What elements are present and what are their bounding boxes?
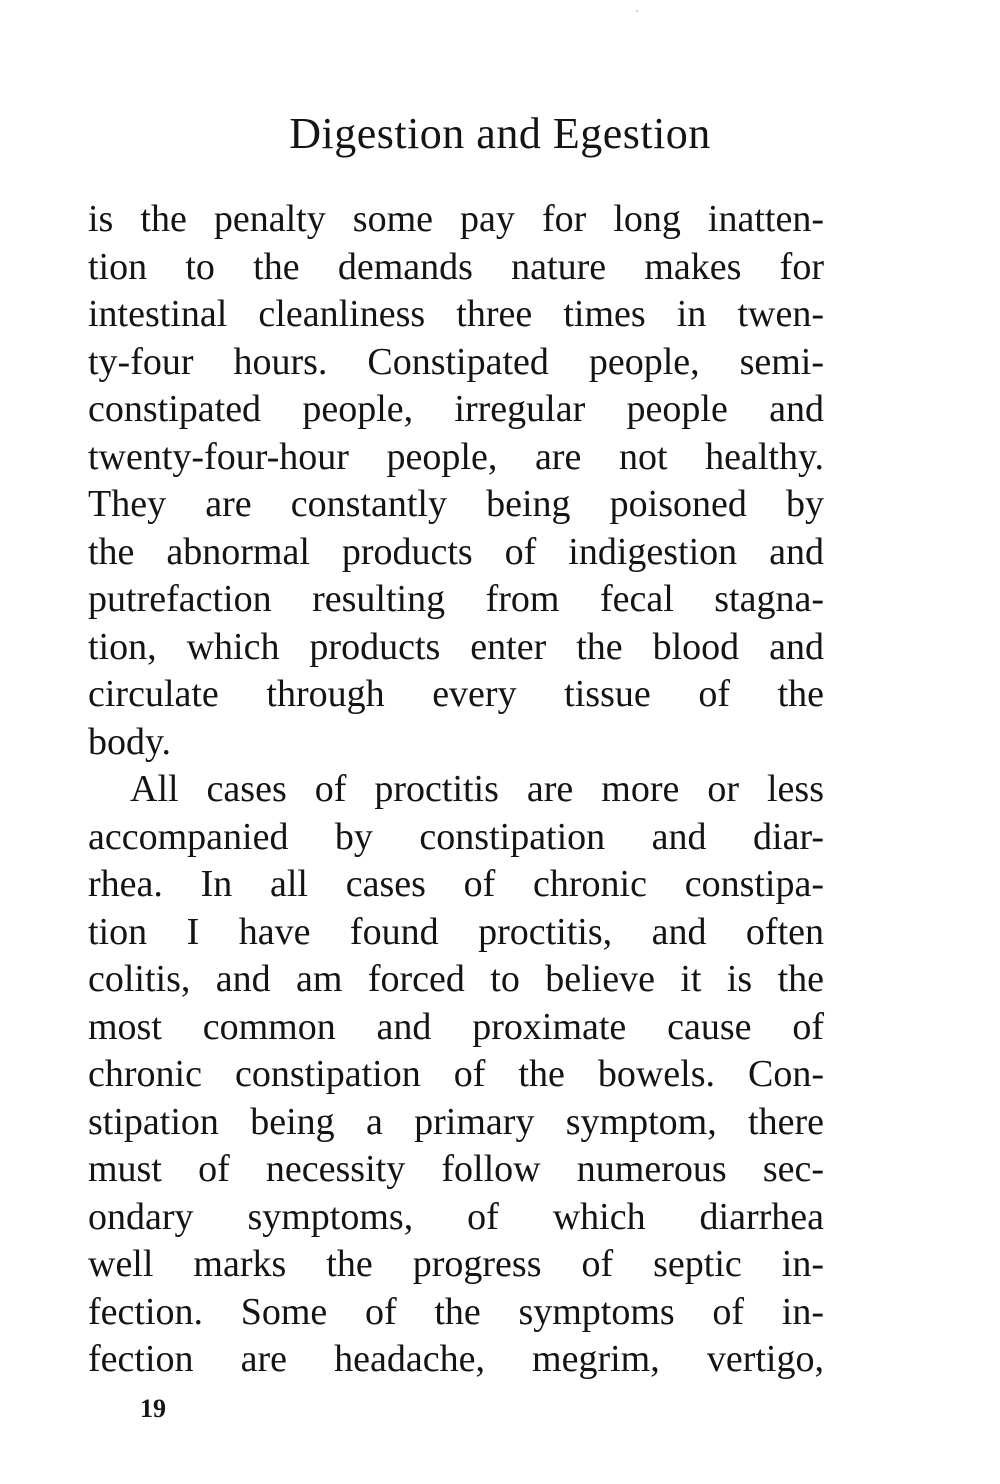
text-line: tion, which products enter the blood and bbox=[88, 625, 824, 668]
text-line: chronic constipation of the bowels. Con- bbox=[88, 1053, 824, 1095]
body-text bbox=[88, 196, 824, 1384]
text-line: ondary symptoms, of which diarrhea bbox=[88, 1195, 824, 1238]
text-line: most common and proximate cause of bbox=[88, 1005, 824, 1048]
text-line: circulate through every tissue of the bbox=[88, 673, 824, 715]
text-line: colitis, and am forced to believe it is the bbox=[88, 958, 824, 1000]
text-line: ty-four hours. Constipated people, semi- bbox=[88, 340, 824, 383]
paper-speck bbox=[636, 10, 638, 12]
page-number: 19 bbox=[140, 1394, 166, 1423]
text-line: putrefaction resulting from fecal stagna- bbox=[88, 578, 824, 620]
text-line: well marks the progress of septic in- bbox=[88, 1243, 824, 1285]
text-line: constipated people, irregular people and bbox=[88, 388, 824, 430]
text-line: the abnormal products of indigestion and bbox=[88, 530, 824, 573]
text-line: They are constantly being poisoned by bbox=[88, 483, 824, 525]
text-line: accompanied by constipation and diar- bbox=[88, 815, 824, 858]
text-line: fection. Some of the symptoms of in- bbox=[88, 1290, 824, 1333]
text-line: body. bbox=[88, 720, 172, 763]
text-line: twenty-four-hour people, are not healthy. bbox=[88, 435, 824, 478]
text-line: intestinal cleanliness three times in twen- bbox=[88, 293, 824, 335]
text-line: tion to the demands nature makes for bbox=[88, 245, 824, 288]
text-line: must of necessity follow numerous sec- bbox=[88, 1148, 824, 1190]
text-line: All cases of proctitis are more or less bbox=[130, 768, 824, 810]
text-line: rhea. In all cases of chronic constipa- bbox=[88, 863, 824, 905]
text-line: fection are headache, megrim, vertigo, bbox=[88, 1338, 824, 1380]
text-line: tion I have found proctitis, and often bbox=[88, 910, 824, 953]
text-line: is the penalty some pay for long inatten- bbox=[88, 198, 824, 240]
text-line: stipation being a primary symptom, there bbox=[88, 1100, 824, 1143]
running-head: Digestion and Egestion bbox=[289, 109, 711, 158]
